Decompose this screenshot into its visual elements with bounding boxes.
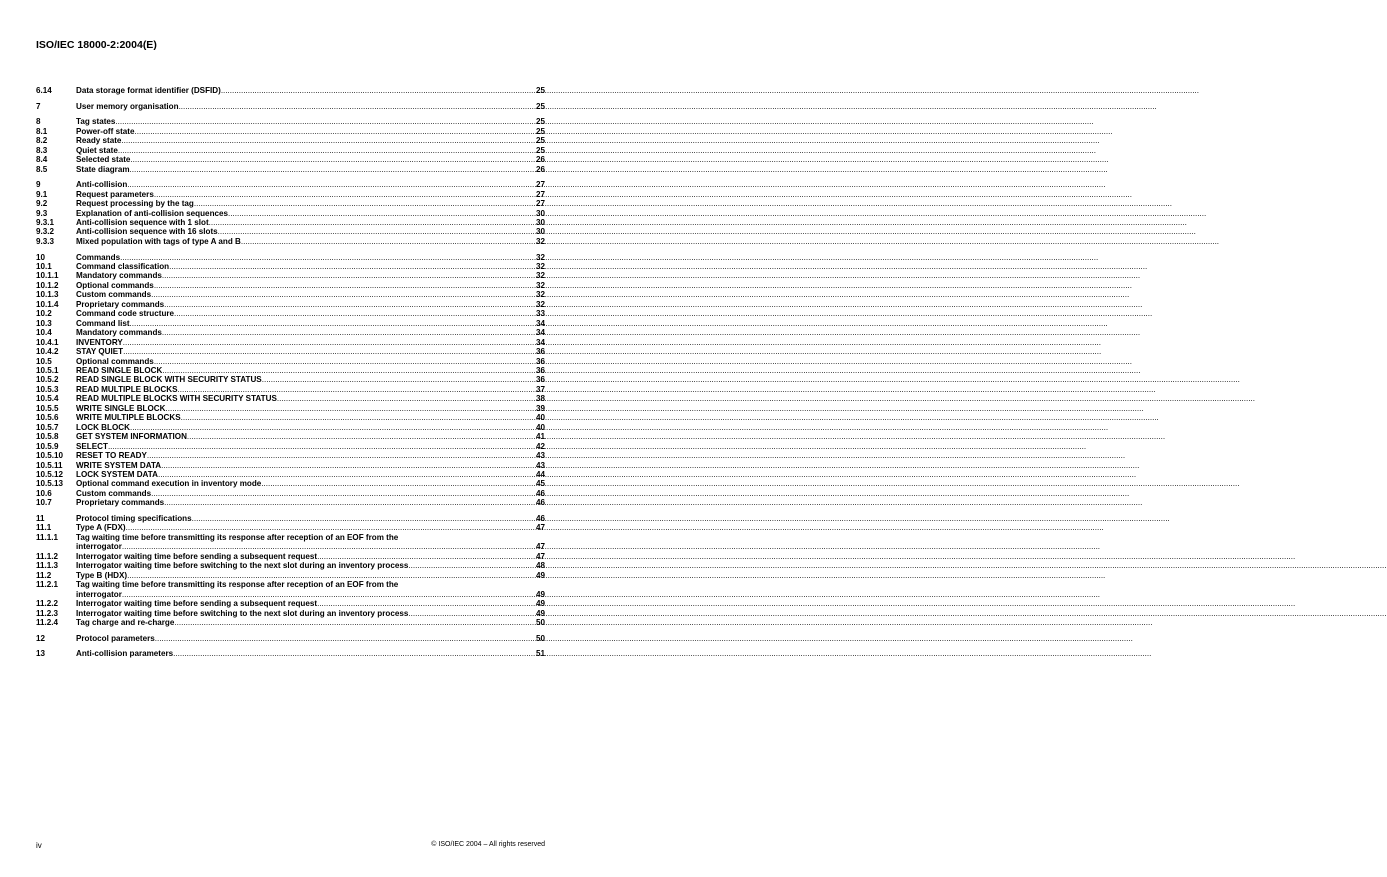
toc-entry-number: 10 — [36, 252, 46, 262]
toc-entry-number: 10.3 — [36, 318, 52, 328]
toc-entry-page: 49 — [535, 608, 545, 618]
toc-entry-title: Interrogator waiting time before sending a subsequent request — [76, 599, 318, 609]
toc-entry-number: 10.6 — [36, 488, 52, 498]
toc-entry-number: 10.1 — [36, 262, 52, 271]
toc-entry-title: Interrogator waiting time before switching to the next slot during an inventory process — [76, 561, 409, 571]
toc-entry[interactable] — [36, 498, 545, 507]
toc-entry-number: 10.4 — [36, 328, 52, 338]
toc-entry-number: 10.2 — [36, 309, 52, 319]
toc-entry-title: Type A (FDX) — [76, 523, 126, 533]
page-number: iv — [36, 841, 42, 850]
toc-entry-page: 27 — [535, 180, 545, 190]
toc-entry[interactable] — [36, 86, 545, 95]
toc-entry-page: 32 — [535, 236, 545, 246]
toc-entry-number: 8.1 — [36, 126, 48, 136]
toc-entry-title: LOCK SYSTEM DATA — [76, 469, 158, 479]
toc-entry-page: 30 — [535, 218, 545, 227]
toc-entry-page: 30 — [535, 227, 545, 237]
toc-entry-number: 10.5 — [36, 356, 52, 366]
toc-entry-number: 10.1.2 — [36, 280, 59, 290]
toc-entry[interactable] — [36, 190, 545, 199]
toc-entry[interactable] — [36, 479, 545, 488]
toc-entry-page: 45 — [535, 479, 545, 489]
toc-entry-title: SELECT — [76, 441, 108, 451]
toc-entry-title: Interrogator waiting time before sending a subsequent request — [76, 551, 318, 561]
toc-entry[interactable] — [36, 580, 545, 599]
dot-leader — [165, 404, 536, 413]
dot-leader — [174, 309, 536, 318]
dot-leader — [130, 423, 536, 432]
toc-entry-page: 44 — [535, 469, 545, 479]
toc-entry-number: 9.1 — [36, 189, 48, 199]
toc-entry-page: 25 — [535, 101, 545, 111]
toc-entry[interactable] — [36, 432, 545, 441]
toc-entry-title: Tag waiting time before transmitting its response after reception of an EOF from the — [76, 580, 399, 590]
dot-leader — [151, 489, 536, 498]
dot-leader — [127, 571, 536, 580]
toc-entry-title: Command code structure — [76, 309, 175, 319]
dot-leader — [154, 281, 536, 290]
toc-entry-number: 11.2.2 — [36, 599, 59, 609]
toc-entry-number: 9.2 — [36, 199, 48, 209]
dot-leader — [120, 253, 536, 262]
toc-entry-number: 10.5.12 — [36, 469, 64, 479]
toc-entry-number: 10.5.1 — [36, 365, 59, 375]
toc-entry-title: Commands — [76, 252, 121, 262]
toc-entry-number: 10.5.4 — [36, 394, 59, 404]
dot-leader — [317, 599, 536, 608]
toc-entry-page: 40 — [535, 422, 545, 432]
toc-entry[interactable] — [36, 571, 545, 580]
toc-entry-title: Protocol parameters — [76, 633, 155, 643]
toc-entry-title: Proprietary commands — [76, 299, 165, 309]
toc-entry[interactable] — [36, 117, 545, 126]
toc-entry-number: 9.3.3 — [36, 236, 55, 246]
toc-entry[interactable] — [36, 599, 545, 608]
toc-entry[interactable] — [36, 404, 545, 413]
toc-entry-number: 10.5.9 — [36, 441, 59, 451]
toc-entry-title: Anti-collision — [76, 180, 128, 190]
toc-entry[interactable] — [36, 523, 545, 532]
toc-entry-title: Custom commands — [76, 488, 152, 498]
toc-entry-number: 10.5.2 — [36, 375, 59, 385]
dot-leader — [164, 498, 536, 507]
dot-leader — [277, 394, 536, 403]
toc-entry-page: 42 — [535, 441, 545, 451]
toc-entry-number: 10.5.11 — [36, 460, 63, 470]
toc-entry-number: 11.1.3 — [36, 561, 59, 571]
toc-entry[interactable] — [36, 338, 545, 347]
toc-entry-page: 34 — [535, 337, 545, 347]
toc-entry-title: LOCK BLOCK — [76, 422, 130, 432]
toc-entry-title: Mandatory commands — [76, 271, 162, 281]
toc-entry-page: 25 — [535, 86, 545, 95]
toc-entry[interactable] — [36, 442, 545, 451]
toc-entry-title: Power-off state — [76, 126, 135, 136]
toc-entry-number: 10.4.1 — [36, 337, 59, 347]
toc-entry-page: 27 — [535, 189, 545, 199]
toc-entry-title: Data storage format identifier (DSFID) — [76, 86, 221, 95]
toc-entry-page: 40 — [535, 413, 545, 423]
toc-entry-page: 36 — [535, 365, 545, 375]
toc-entry[interactable] — [36, 127, 545, 136]
toc-entry[interactable] — [36, 375, 545, 384]
dot-leader — [154, 357, 536, 366]
toc-entry-page: 48 — [535, 561, 545, 571]
toc-entry-page: 47 — [535, 551, 545, 561]
dot-leader — [108, 442, 536, 451]
toc-entry-number: 11.1.2 — [36, 551, 59, 561]
toc-entry[interactable] — [36, 146, 545, 155]
toc-entry-title: Tag states — [76, 117, 116, 127]
toc-entry-page: 26 — [535, 164, 545, 174]
dot-leader — [147, 451, 536, 460]
dot-leader — [161, 461, 536, 470]
toc-entry-title: Command list — [76, 318, 130, 328]
toc-entry-title: Mixed population with tags of type A and B — [76, 236, 241, 246]
toc-entry-page: 47 — [535, 542, 545, 552]
toc-entry-page: 36 — [535, 347, 545, 357]
dot-leader — [177, 385, 536, 394]
document-header: ISO/IEC 18000-2:2004(E) — [36, 39, 157, 51]
toc-entry-title: Request processing by the tag — [76, 199, 194, 209]
toc-entry-number: 6.14 — [36, 86, 52, 95]
toc-entry-number: 13 — [36, 649, 46, 659]
toc-entry-title: Optional commands — [76, 280, 154, 290]
toc-entry[interactable] — [36, 385, 545, 394]
toc-entry-number: 10.5.13 — [36, 479, 64, 489]
toc-entry-page: 46 — [535, 498, 545, 508]
toc-entry-page: 37 — [535, 384, 545, 394]
toc-entry-page: 43 — [535, 451, 545, 461]
toc-entry-page: 32 — [535, 280, 545, 290]
toc-entry-title: RESET TO READY — [76, 451, 147, 461]
toc-entry[interactable] — [36, 165, 545, 174]
dot-leader — [181, 413, 536, 422]
dot-leader — [123, 347, 536, 356]
toc-entry[interactable] — [36, 218, 545, 227]
toc-entry[interactable] — [36, 413, 545, 422]
toc-entry-number: 10.1.1 — [36, 271, 59, 281]
toc-entry-title: Optional commands — [76, 356, 154, 366]
toc-entry[interactable] — [36, 155, 545, 164]
toc-entry[interactable] — [36, 561, 545, 570]
toc-entry[interactable] — [36, 281, 545, 290]
toc-entry-number: 11.1.1 — [36, 532, 59, 542]
toc-entry[interactable] — [36, 180, 545, 189]
dot-leader — [155, 634, 536, 643]
toc-entry-number: 11.2.4 — [36, 617, 59, 627]
dot-leader — [162, 271, 536, 280]
toc-entry-title: Mandatory commands — [76, 328, 162, 338]
toc-entry-title: STAY QUIET — [76, 347, 124, 357]
dot-leader — [122, 542, 536, 551]
toc-entry-title: READ SINGLE BLOCK — [76, 365, 163, 375]
toc-entry-title: READ MULTIPLE BLOCKS — [76, 384, 178, 394]
toc-entry-number: 11 — [36, 513, 45, 523]
toc-entry-title: Explanation of anti-collision sequences — [76, 208, 229, 218]
toc-entry-page: 25 — [535, 117, 545, 127]
dot-leader — [154, 190, 536, 199]
toc-entry-title: WRITE SINGLE BLOCK — [76, 403, 166, 413]
dot-leader — [408, 561, 536, 570]
toc-entry-number: 9.3.1 — [36, 218, 55, 227]
toc-entry-title: GET SYSTEM INFORMATION — [76, 432, 187, 442]
dot-leader — [130, 319, 536, 328]
dot-leader — [187, 432, 536, 441]
toc-entry-page: 39 — [535, 403, 545, 413]
toc-entry-page: 32 — [535, 262, 545, 271]
toc-entry-page: 46 — [535, 513, 545, 523]
toc-entry-page: 33 — [535, 309, 545, 319]
toc-entry-page: 47 — [535, 523, 545, 533]
toc-entry-page: 51 — [535, 649, 545, 659]
toc-entry-title: interrogator — [76, 542, 122, 552]
toc-entry-page: 38 — [535, 394, 545, 404]
toc-entry-number: 12 — [36, 633, 46, 643]
toc-entry[interactable] — [36, 552, 545, 561]
toc-entry[interactable] — [36, 199, 545, 208]
dot-leader — [126, 523, 536, 532]
toc-entry-title: WRITE MULTIPLE BLOCKS — [76, 413, 181, 423]
toc-entry[interactable] — [36, 451, 545, 460]
dot-leader — [408, 609, 536, 618]
dot-leader — [194, 199, 536, 208]
toc-entry-number: 10.5.8 — [36, 432, 59, 442]
toc-entry-title: Quiet state — [76, 145, 118, 155]
dot-leader — [228, 209, 536, 218]
toc-entry[interactable] — [36, 649, 545, 658]
dot-leader — [164, 300, 536, 309]
dot-leader — [218, 227, 536, 236]
dot-leader — [127, 180, 536, 189]
toc-entry-title: interrogator — [76, 589, 122, 599]
toc-entry-number: 7 — [36, 101, 41, 111]
dot-leader — [130, 155, 536, 164]
toc-entry-page: 41 — [535, 432, 545, 442]
toc-entry-number: 9 — [36, 180, 41, 190]
toc-entry-page: 49 — [535, 570, 545, 580]
toc-entry-title: Anti-collision parameters — [76, 649, 174, 659]
toc-entry-title: User memory organisation — [76, 101, 179, 111]
toc-entry[interactable] — [36, 271, 545, 280]
toc-entry-title: INVENTORY — [76, 337, 123, 347]
toc-entry-number: 11.2.3 — [36, 608, 59, 618]
dot-leader — [241, 237, 536, 246]
toc-entry-number: 10.5.7 — [36, 422, 59, 432]
toc-entry-title: Anti-collision sequence with 16 slots — [76, 227, 218, 237]
toc-entry[interactable] — [36, 634, 545, 643]
dot-leader — [262, 375, 536, 384]
toc-entry[interactable] — [36, 237, 545, 246]
dot-leader — [118, 146, 536, 155]
dot-leader — [158, 470, 536, 479]
toc-entry-title: Custom commands — [76, 290, 152, 300]
toc-entry[interactable] — [36, 227, 545, 236]
toc-entry-title: Tag waiting time before transmitting its response after reception of an EOF from the — [76, 532, 399, 542]
toc-entry[interactable] — [36, 319, 545, 328]
toc-entry-page: 32 — [535, 299, 545, 309]
toc-entry-title: Tag charge and re-charge — [76, 617, 175, 627]
toc-entry-page: 49 — [535, 599, 545, 609]
toc-entry[interactable] — [36, 423, 545, 432]
toc-entry[interactable] — [36, 357, 545, 366]
toc-entry[interactable] — [36, 309, 545, 318]
toc-entry-page: 50 — [535, 633, 545, 643]
dot-leader — [130, 165, 536, 174]
toc-entry[interactable] — [36, 136, 545, 145]
toc-entry-number: 8.2 — [36, 136, 48, 146]
dot-leader — [162, 366, 536, 375]
toc-entry-page: 32 — [535, 290, 545, 300]
toc-entry-number: 11.2 — [36, 570, 52, 580]
dot-leader — [173, 649, 536, 658]
dot-leader — [192, 514, 536, 523]
dot-leader — [134, 127, 536, 136]
toc-entry[interactable] — [36, 366, 545, 375]
toc-entry-page: 36 — [535, 375, 545, 385]
dot-leader — [123, 338, 536, 347]
toc-entry[interactable] — [36, 262, 545, 271]
dot-leader — [221, 86, 536, 95]
toc-entry-number: 10.5.10 — [36, 451, 64, 461]
toc-entry-number: 10.1.4 — [36, 299, 59, 309]
toc-entry-title: Command classification — [76, 262, 170, 271]
toc-entry-page: 25 — [535, 126, 545, 136]
toc-entry[interactable] — [36, 618, 545, 627]
toc-entry-number: 9.3.2 — [36, 227, 55, 237]
toc-entry[interactable] — [36, 470, 545, 479]
toc-entry-title: READ MULTIPLE BLOCKS WITH SECURITY STATUS — [76, 394, 277, 404]
toc-entry-page: 30 — [535, 208, 545, 218]
toc-entry[interactable] — [36, 209, 545, 218]
toc-entry-number: 8.3 — [36, 145, 48, 155]
copyright-notice: © ISO/IEC 2004 – All rights reserved — [431, 841, 545, 848]
toc-entry-title: Optional command execution in inventory mode — [76, 479, 262, 489]
toc-entry[interactable] — [36, 394, 545, 403]
toc-entry[interactable] — [36, 300, 545, 309]
toc-entry[interactable] — [36, 514, 545, 523]
toc-entry-title: Proprietary commands — [76, 498, 165, 508]
toc-entry-title: READ SINGLE BLOCK WITH SECURITY STATUS — [76, 375, 262, 385]
toc-entry-number: 10.4.2 — [36, 347, 59, 357]
toc-entry-title: Protocol timing specifications — [76, 513, 192, 523]
toc-entry-number: 11.2.1 — [36, 580, 59, 590]
toc-entry[interactable] — [36, 533, 545, 552]
table-of-contents — [36, 86, 545, 659]
toc-entry-page: 46 — [535, 488, 545, 498]
dot-leader — [121, 136, 536, 145]
dot-leader — [115, 117, 536, 126]
dot-leader — [209, 218, 536, 227]
toc-entry-title: Interrogator waiting time before switching to the next slot during an inventory process — [76, 608, 409, 618]
toc-entry[interactable] — [36, 328, 545, 337]
toc-entry-page: 36 — [535, 356, 545, 366]
dot-leader — [261, 479, 536, 488]
toc-entry-page: 25 — [535, 136, 545, 146]
dot-leader — [317, 552, 536, 561]
toc-entry-number: 8.4 — [36, 155, 48, 165]
toc-entry-page: 34 — [535, 328, 545, 338]
toc-entry-number: 10.7 — [36, 498, 52, 508]
dot-leader — [174, 618, 536, 627]
dot-leader — [122, 590, 536, 599]
toc-entry-page: 43 — [535, 460, 545, 470]
toc-entry-page: 34 — [535, 318, 545, 328]
toc-entry[interactable] — [36, 102, 545, 111]
toc-entry-page: 27 — [535, 199, 545, 209]
toc-entry-number: 10.5.5 — [36, 403, 59, 413]
toc-entry-number: 10.5.6 — [36, 413, 59, 423]
toc-entry-number: 10.5.3 — [36, 384, 59, 394]
toc-entry-number: 10.1.3 — [36, 290, 59, 300]
toc-entry-title: WRITE SYSTEM DATA — [76, 460, 162, 470]
toc-entry[interactable] — [36, 609, 545, 618]
toc-entry-title: Request parameters — [76, 189, 154, 199]
toc-entry[interactable] — [36, 253, 545, 262]
toc-entry[interactable] — [36, 347, 545, 356]
toc-entry-title: Selected state — [76, 155, 131, 165]
dot-leader — [169, 262, 536, 271]
dot-leader — [151, 290, 536, 299]
toc-entry-number: 8.5 — [36, 164, 48, 174]
dot-leader — [162, 328, 536, 337]
toc-entry-number: 11.1 — [36, 523, 52, 533]
toc-entry-title: Type B (HDX) — [76, 570, 128, 580]
toc-entry-title: Anti-collision sequence with 1 slot — [76, 218, 209, 227]
toc-entry-title: State diagram — [76, 164, 130, 174]
dot-leader — [179, 102, 536, 111]
toc-entry-page: 32 — [535, 271, 545, 281]
toc-entry-number: 9.3 — [36, 208, 48, 218]
toc-entry-page: 25 — [535, 145, 545, 155]
toc-entry[interactable] — [36, 489, 545, 498]
toc-entry-page: 50 — [535, 617, 545, 627]
toc-entry-page: 26 — [535, 155, 545, 165]
toc-entry-page: 49 — [535, 589, 545, 599]
toc-entry-page: 32 — [535, 252, 545, 262]
toc-entry[interactable] — [36, 461, 545, 470]
toc-entry-number: 8 — [36, 117, 41, 127]
toc-entry[interactable] — [36, 290, 545, 299]
toc-entry-title: Ready state — [76, 136, 122, 146]
